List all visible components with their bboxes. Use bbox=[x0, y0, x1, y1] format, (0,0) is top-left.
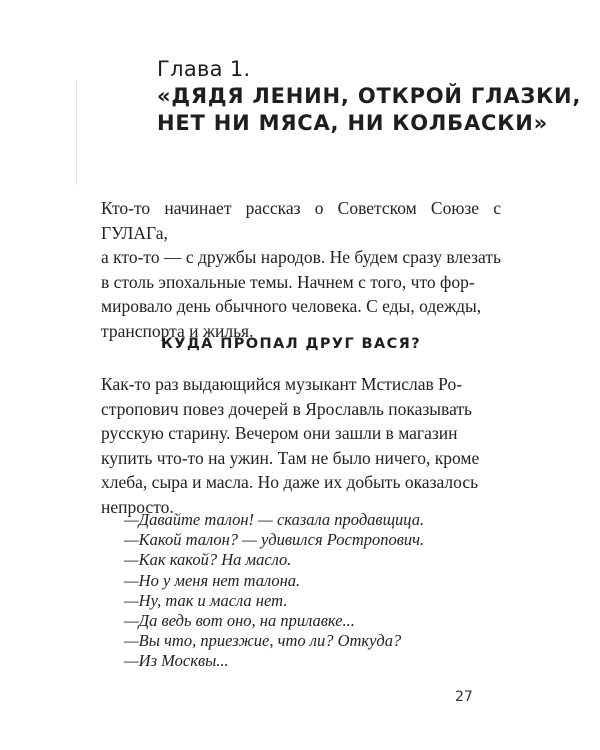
chapter-header bbox=[157, 56, 581, 137]
dialogue-line: —Но у меня нет талона. bbox=[124, 570, 301, 590]
dialogue-line: —Да ведь вот оно, на прилавке... bbox=[124, 611, 355, 631]
paragraph-line: стропович повез дочерей в Ярославль показывать bbox=[101, 398, 473, 419]
chapter-title-line: НЕТ НИ МЯСА, НИ КОЛБАСКИ» bbox=[157, 111, 548, 135]
paragraph-line: непросто. bbox=[101, 496, 174, 517]
paragraph-line: хлеба, сыра и масла. Но даже их добыть оказалось bbox=[101, 472, 479, 492]
chapter-label: Глава 1. bbox=[157, 57, 251, 81]
dialogue-line: —Какой талон? — удивился Ростропович. bbox=[124, 530, 425, 550]
paragraph-line: а кто-то — с дружбы народов. Не будем сразу влезать bbox=[101, 247, 501, 267]
dialogue-block bbox=[124, 510, 424, 672]
section-heading: КУДА ПРОПАЛ ДРУГ ВАСЯ? bbox=[161, 336, 422, 352]
dialogue-line: —Как какой? На масло. bbox=[124, 550, 292, 570]
dialogue-line: —Ну, так и масла нет. bbox=[124, 590, 288, 610]
intro-paragraph bbox=[101, 196, 501, 343]
chapter-title bbox=[157, 83, 581, 137]
dialogue-line: —Из Москвы... bbox=[124, 651, 229, 671]
paragraph-line: транспорта и жилья. bbox=[101, 320, 254, 341]
paragraph-line: Как-то раз выдающийся музыкант Мстислав Ро- bbox=[101, 374, 463, 394]
margin-rule bbox=[76, 80, 77, 185]
paragraph-line: Кто-то начинает рассказ о Советском Союзе с ГУЛАГа, bbox=[101, 198, 501, 243]
chapter-title-line: «ДЯДЯ ЛЕНИН, ОТКРОЙ ГЛАЗКИ, bbox=[157, 84, 582, 108]
paragraph-line: русскую старину. Вечером они зашли в магазин bbox=[101, 423, 458, 443]
paragraph-line: мировало день обычного человека. С еды, одежды, bbox=[101, 296, 482, 316]
dialogue-line: —Давайте талон! — сказала продавщица. bbox=[124, 510, 425, 529]
page-number: 27 bbox=[455, 689, 473, 705]
paragraph-line: купить что-то на ужин. Там не было ничего, кроме bbox=[101, 447, 480, 468]
paragraph-line: в столь эпохальные темы. Начнем с того, что фор- bbox=[101, 271, 475, 292]
dialogue-line: —Вы что, приезжие, что ли? Откуда? bbox=[124, 631, 402, 651]
story-paragraph bbox=[101, 372, 501, 519]
